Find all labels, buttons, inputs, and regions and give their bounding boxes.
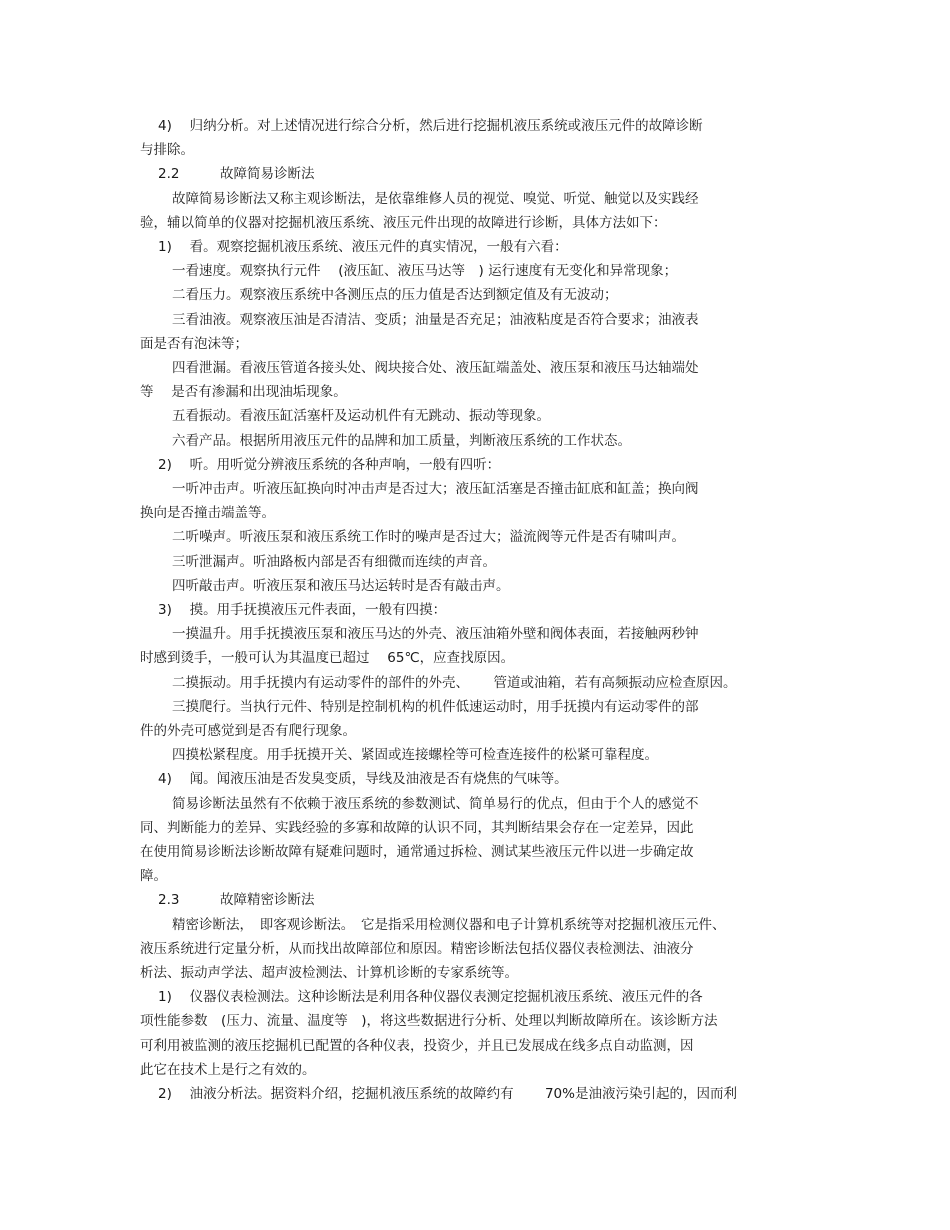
text-line: 同、判断能力的差异、实践经验的多寡和故障的认识不同，其判断结果会存在一定差异，因此: [140, 819, 694, 836]
text-line: 一听冲击声。听液压缸换向时冲击声是否过大；液压缸活塞是否撞击缸底和缸盖；换向阀: [172, 481, 699, 497]
text-line: 精密诊断法， 即客观诊断法。 它是指采用检测仪器和电子计算机系统等对挖掘机液压元件、: [172, 916, 726, 933]
text-line: 面是否有泡沫等；: [140, 335, 248, 352]
text-line: 一摸温升。用手抚摸液压泵和液压马达的外壳、液压油箱外壁和阀体表面，若接触两秒钟: [172, 626, 699, 643]
text-line: 换向是否撞击端盖等。: [140, 505, 275, 522]
text-line: 故障简易诊断法又称主观诊断法，是依靠维修人员的视觉、嗅觉、听觉、触觉以及实践经: [172, 190, 699, 207]
text-line: 2.3 故障精密诊断法: [158, 892, 315, 909]
text-line: 件的外壳可感觉到是否有爬行现象。: [140, 723, 356, 739]
text-line: 二摸振动。用手抚摸内有运动零件的部件的外壳、 管道或油箱，若有高频振动应检查原因。: [172, 674, 737, 691]
text-line: 三看油液。观察液压油是否清洁、变质；油量是否充足；油液粘度是否符合要求；油液表: [172, 311, 699, 328]
text-line: 五看振动。看液压缸活塞杆及运动机件有无跳动、振动等现象。: [172, 408, 550, 425]
text-line: 1) 看。观察挖掘机液压系统、液压元件的真实情况，一般有六看：: [158, 239, 568, 255]
text-line: 析法、振动声学法、超声波检测法、计算机诊断的专家系统等。: [140, 965, 518, 981]
text-line: 项性能参数 (压力、流量、温度等 )，将这些数据进行分析、处理以判断故障所在。该诊断方法: [140, 1013, 718, 1030]
text-line: 可利用被监测的液压挖掘机已配置的各种仪表，投资少，并且已发展成在线多点自动监测，因: [140, 1037, 694, 1054]
text-line: 三听泄漏声。听油路板内部是否有细微而连续的声音。: [172, 553, 496, 570]
text-line: 4) 归纳分析。对上述情况进行综合分析，然后进行挖掘机液压系统或液压元件的故障诊断: [158, 118, 703, 134]
text-line: 一看速度。观察执行元件 (液压缸、液压马达等 ) 运行速度有无变化和异常现象；: [172, 263, 678, 280]
text-line: 等 是否有渗漏和出现油垢现象。: [140, 384, 347, 401]
text-line: 二看压力。观察液压系统中各测压点的压力值是否达到额定值及有无波动；: [172, 287, 618, 304]
text-line: 简易诊断法虽然有不依赖于液压系统的参数测试、简单易行的优点，但由于个人的感觉不: [172, 795, 699, 812]
text-line: 六看产品。根据所用液压元件的品牌和加工质量，判断液压系统的工作状态。: [172, 432, 631, 449]
text-line: 2) 听。用听觉分辨液压系统的各种声响，一般有四听：: [158, 456, 501, 473]
text-line: 验，辅以简单的仪器对挖掘机液压系统、液压元件出现的故障进行诊断，具体方法如下：: [140, 214, 667, 231]
text-line: 时感到烫手，一般可认为其温度已超过 65℃，应查找原因。: [140, 650, 515, 667]
text-line: 在使用简易诊断法诊断故障有疑难问题时，通常通过拆检、测试某些液压元件以进一步确定故: [140, 844, 694, 860]
text-line: 3) 摸。用手抚摸液压元件表面，一般有四摸：: [158, 602, 447, 618]
text-line: 1) 仪器仪表检测法。这种诊断法是利用各种仪器仪表测定挖掘机液压系统、液压元件的各: [158, 989, 703, 1006]
text-line: 4) 闻。闻液压油是否发臭变质，导线及油液是否有烧焦的气味等。: [158, 771, 568, 788]
text-line: 2.2 故障简易诊断法: [158, 166, 315, 183]
text-line: 液压系统进行定量分析，从而找出故障部位和原因。精密诊断法包括仪器仪表检测法、油液分: [140, 940, 694, 957]
text-line: 四听敲击声。听液压泵和液压马达运转时是否有敲击声。: [172, 577, 510, 594]
text-line: 障。: [140, 868, 167, 885]
text-line: 二听噪声。听液压泵和液压系统工作时的噪声是否过大；溢流阀等元件是否有啸叫声。: [172, 529, 685, 546]
text-line: 此它在技术上是行之有效的。: [140, 1061, 316, 1078]
text-line: 四摸松紧程度。用手抚摸开关、紧固或连接螺栓等可检查连接件的松紧可靠程度。: [172, 747, 658, 764]
text-line: 三摸爬行。当执行元件、特别是控制机构的机件低速运动时，用手抚摸内有运动零件的部: [172, 698, 699, 715]
text-line: 四看泄漏。看液压管道各接头处、阀块接合处、液压缸端盖处、液压泵和液压马达轴端处: [172, 360, 699, 376]
text-line: 与排除。: [140, 142, 194, 159]
text-line: 2) 油液分析法。据资料介绍，挖掘机液压系统的故障约有 70%是油液污染引起的，因而利: [158, 1086, 737, 1102]
